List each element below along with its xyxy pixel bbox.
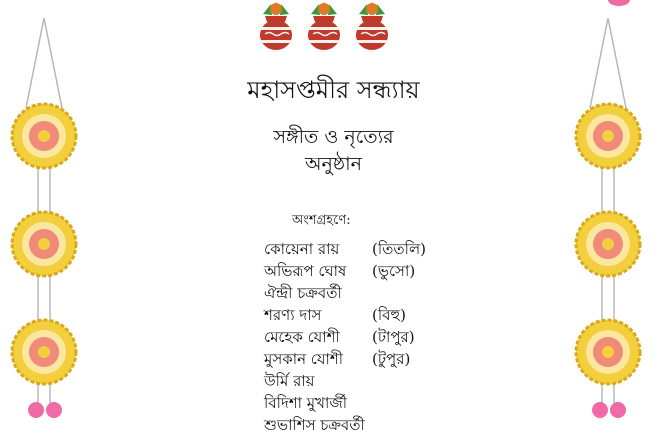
page-title: মহাসপ্তমীর সন্ধ্যায় bbox=[247, 76, 420, 104]
participant-nickname: (টুপুর) bbox=[372, 350, 411, 368]
participant-row bbox=[264, 392, 464, 414]
flower-medallion-icon bbox=[576, 104, 640, 168]
page-subtitle bbox=[0, 124, 667, 178]
kalash-row bbox=[255, 0, 395, 52]
kalash-icon bbox=[303, 0, 345, 52]
participant-name: মুসকান যোশী bbox=[264, 350, 344, 368]
participant-name: উর্মি রায় bbox=[264, 372, 315, 390]
participant-name: মেহেক যোশী bbox=[264, 328, 340, 346]
participant-row bbox=[264, 304, 464, 326]
participant-row bbox=[264, 282, 464, 304]
participant-row bbox=[264, 326, 464, 348]
participants-heading: অংশগ্রহণে: bbox=[292, 213, 351, 228]
flower-medallion-icon bbox=[12, 320, 76, 384]
participant-row bbox=[264, 370, 464, 392]
participants-list bbox=[264, 238, 464, 436]
kalash-icon bbox=[351, 0, 393, 52]
subtitle-line: সঙ্গীত ও নৃত্যের bbox=[273, 126, 394, 148]
participant-nickname: (ভুসো) bbox=[372, 262, 416, 280]
participant-row bbox=[264, 260, 464, 282]
tassel-icon bbox=[592, 402, 626, 418]
participant-row bbox=[264, 348, 464, 370]
participant-name: বিদিশা মুখার্জী bbox=[264, 394, 348, 412]
participant-row bbox=[264, 238, 464, 260]
participant-name: শুভাশিস চক্রবর্তী bbox=[264, 416, 365, 434]
flower-garland-left bbox=[8, 18, 80, 428]
participant-nickname: (তিতলি) bbox=[372, 240, 426, 258]
flower-medallion-icon bbox=[12, 104, 76, 168]
participant-name: কোয়েনা রায় bbox=[264, 240, 340, 258]
flower-garland-right bbox=[572, 18, 644, 428]
tassel-icon bbox=[28, 402, 62, 418]
participant-name: শরণ্য দাস bbox=[264, 306, 322, 324]
participant-nickname: (বিহু) bbox=[372, 306, 406, 324]
subtitle-line: অনুষ্ঠান bbox=[304, 153, 363, 175]
participant-nickname: (টাপুর) bbox=[372, 328, 415, 346]
flower-medallion-icon bbox=[576, 212, 640, 276]
flower-medallion-icon bbox=[12, 212, 76, 276]
participant-name: অভিরূপ ঘোষ bbox=[264, 262, 347, 280]
participant-name: ঐন্দ্রী চক্রবর্তী bbox=[264, 284, 342, 302]
flower-medallion-icon bbox=[576, 320, 640, 384]
pink-ornament-icon bbox=[608, 0, 630, 6]
kalash-icon bbox=[255, 0, 297, 52]
participant-row bbox=[264, 414, 464, 436]
